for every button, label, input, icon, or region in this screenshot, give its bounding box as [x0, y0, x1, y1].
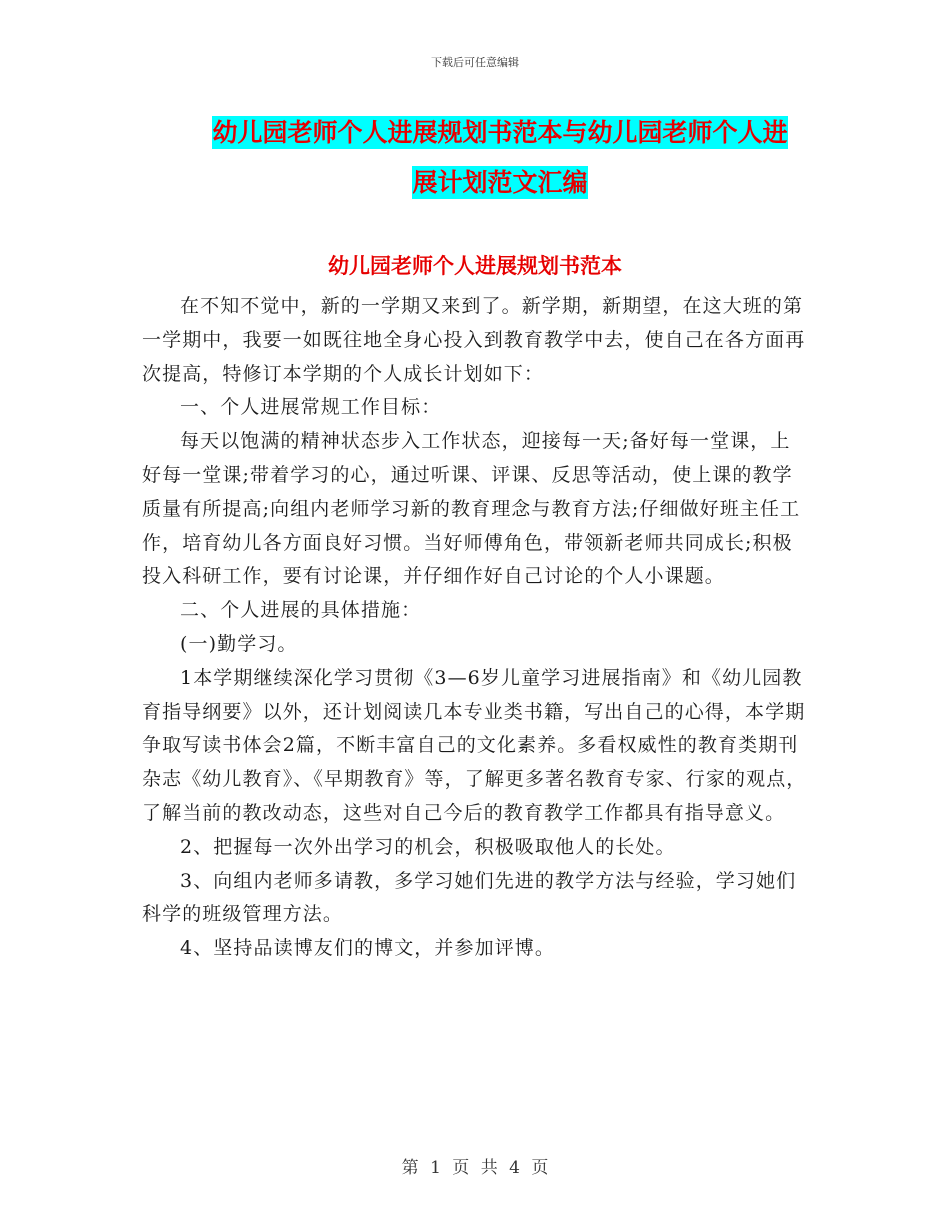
paragraph-measure-4: 4、坚持品读博友们的博文，并参加评博。 — [180, 937, 555, 960]
heading-goals: 一、个人进展常规工作目标： — [180, 396, 442, 419]
document-title-line-2: 展计划范文汇编 — [412, 168, 588, 197]
paragraph-intro: 在不知不觉中，新的一学期又来到了。新学期，新期望，在这大班的第一学期中，我要一如既往地全身心投入到教育教学中去，使自己在各方面再次提高，特修订本学期的个人成长计划如下： — [142, 295, 806, 385]
document-title-line-1: 幼儿园老师个人进展规划书范本与幼儿园老师个人进 — [212, 118, 788, 147]
document-body — [142, 290, 810, 966]
document-title — [150, 108, 850, 208]
section-title: 幼儿园老师个人进展规划书范本 — [328, 254, 622, 278]
page-number: 第 1 页 共 4 页 — [401, 1158, 549, 1178]
paragraph-measure-1: 1本学期继续深化学习贯彻《3—6岁儿童学习进展指南》和《幼儿园教育指导纲要》以外，还计划阅读几本专业类书籍，写出自己的心得，本学期争取写读书体会2篇，不断丰富自己的文化素养。多看权威性的教育类期刊杂志《幼儿教育》、《早期教育》等，了解更多著名教育专家、行家的观点，了解当前的教改动态，这些对自己今后的教育教学工作都具有指导意义。 — [142, 666, 807, 824]
subheading-study: (一)勤学习。 — [180, 632, 298, 655]
heading-measures: 二、个人进展的具体措施： — [180, 599, 422, 622]
paragraph-goals: 每天以饱满的精神状态步入工作状态，迎接每一天;备好每一堂课，上好每一堂课;带着学习的心，通过听课、评课、反思等活动，使上课的教学质量有所提高;向组内老师学习新的教育理念与教育方法;仔细做好班主任工作，培育幼儿各方面良好习惯。当好师傅角色，带领新老师共同成长;积极投入科研工作，要有讨论课，并仔细作好自己讨论的个人小课题。 — [142, 430, 801, 588]
page-header-note: 下载后可任意编辑 — [431, 56, 519, 69]
paragraph-measure-2: 2、把握每一次外出学习的机会，积极吸取他人的长处。 — [180, 835, 676, 858]
paragraph-measure-3: 3、向组内老师多请教，多学习她们先进的教学方法与经验，学习她们科学的班级管理方法。 — [142, 869, 797, 926]
